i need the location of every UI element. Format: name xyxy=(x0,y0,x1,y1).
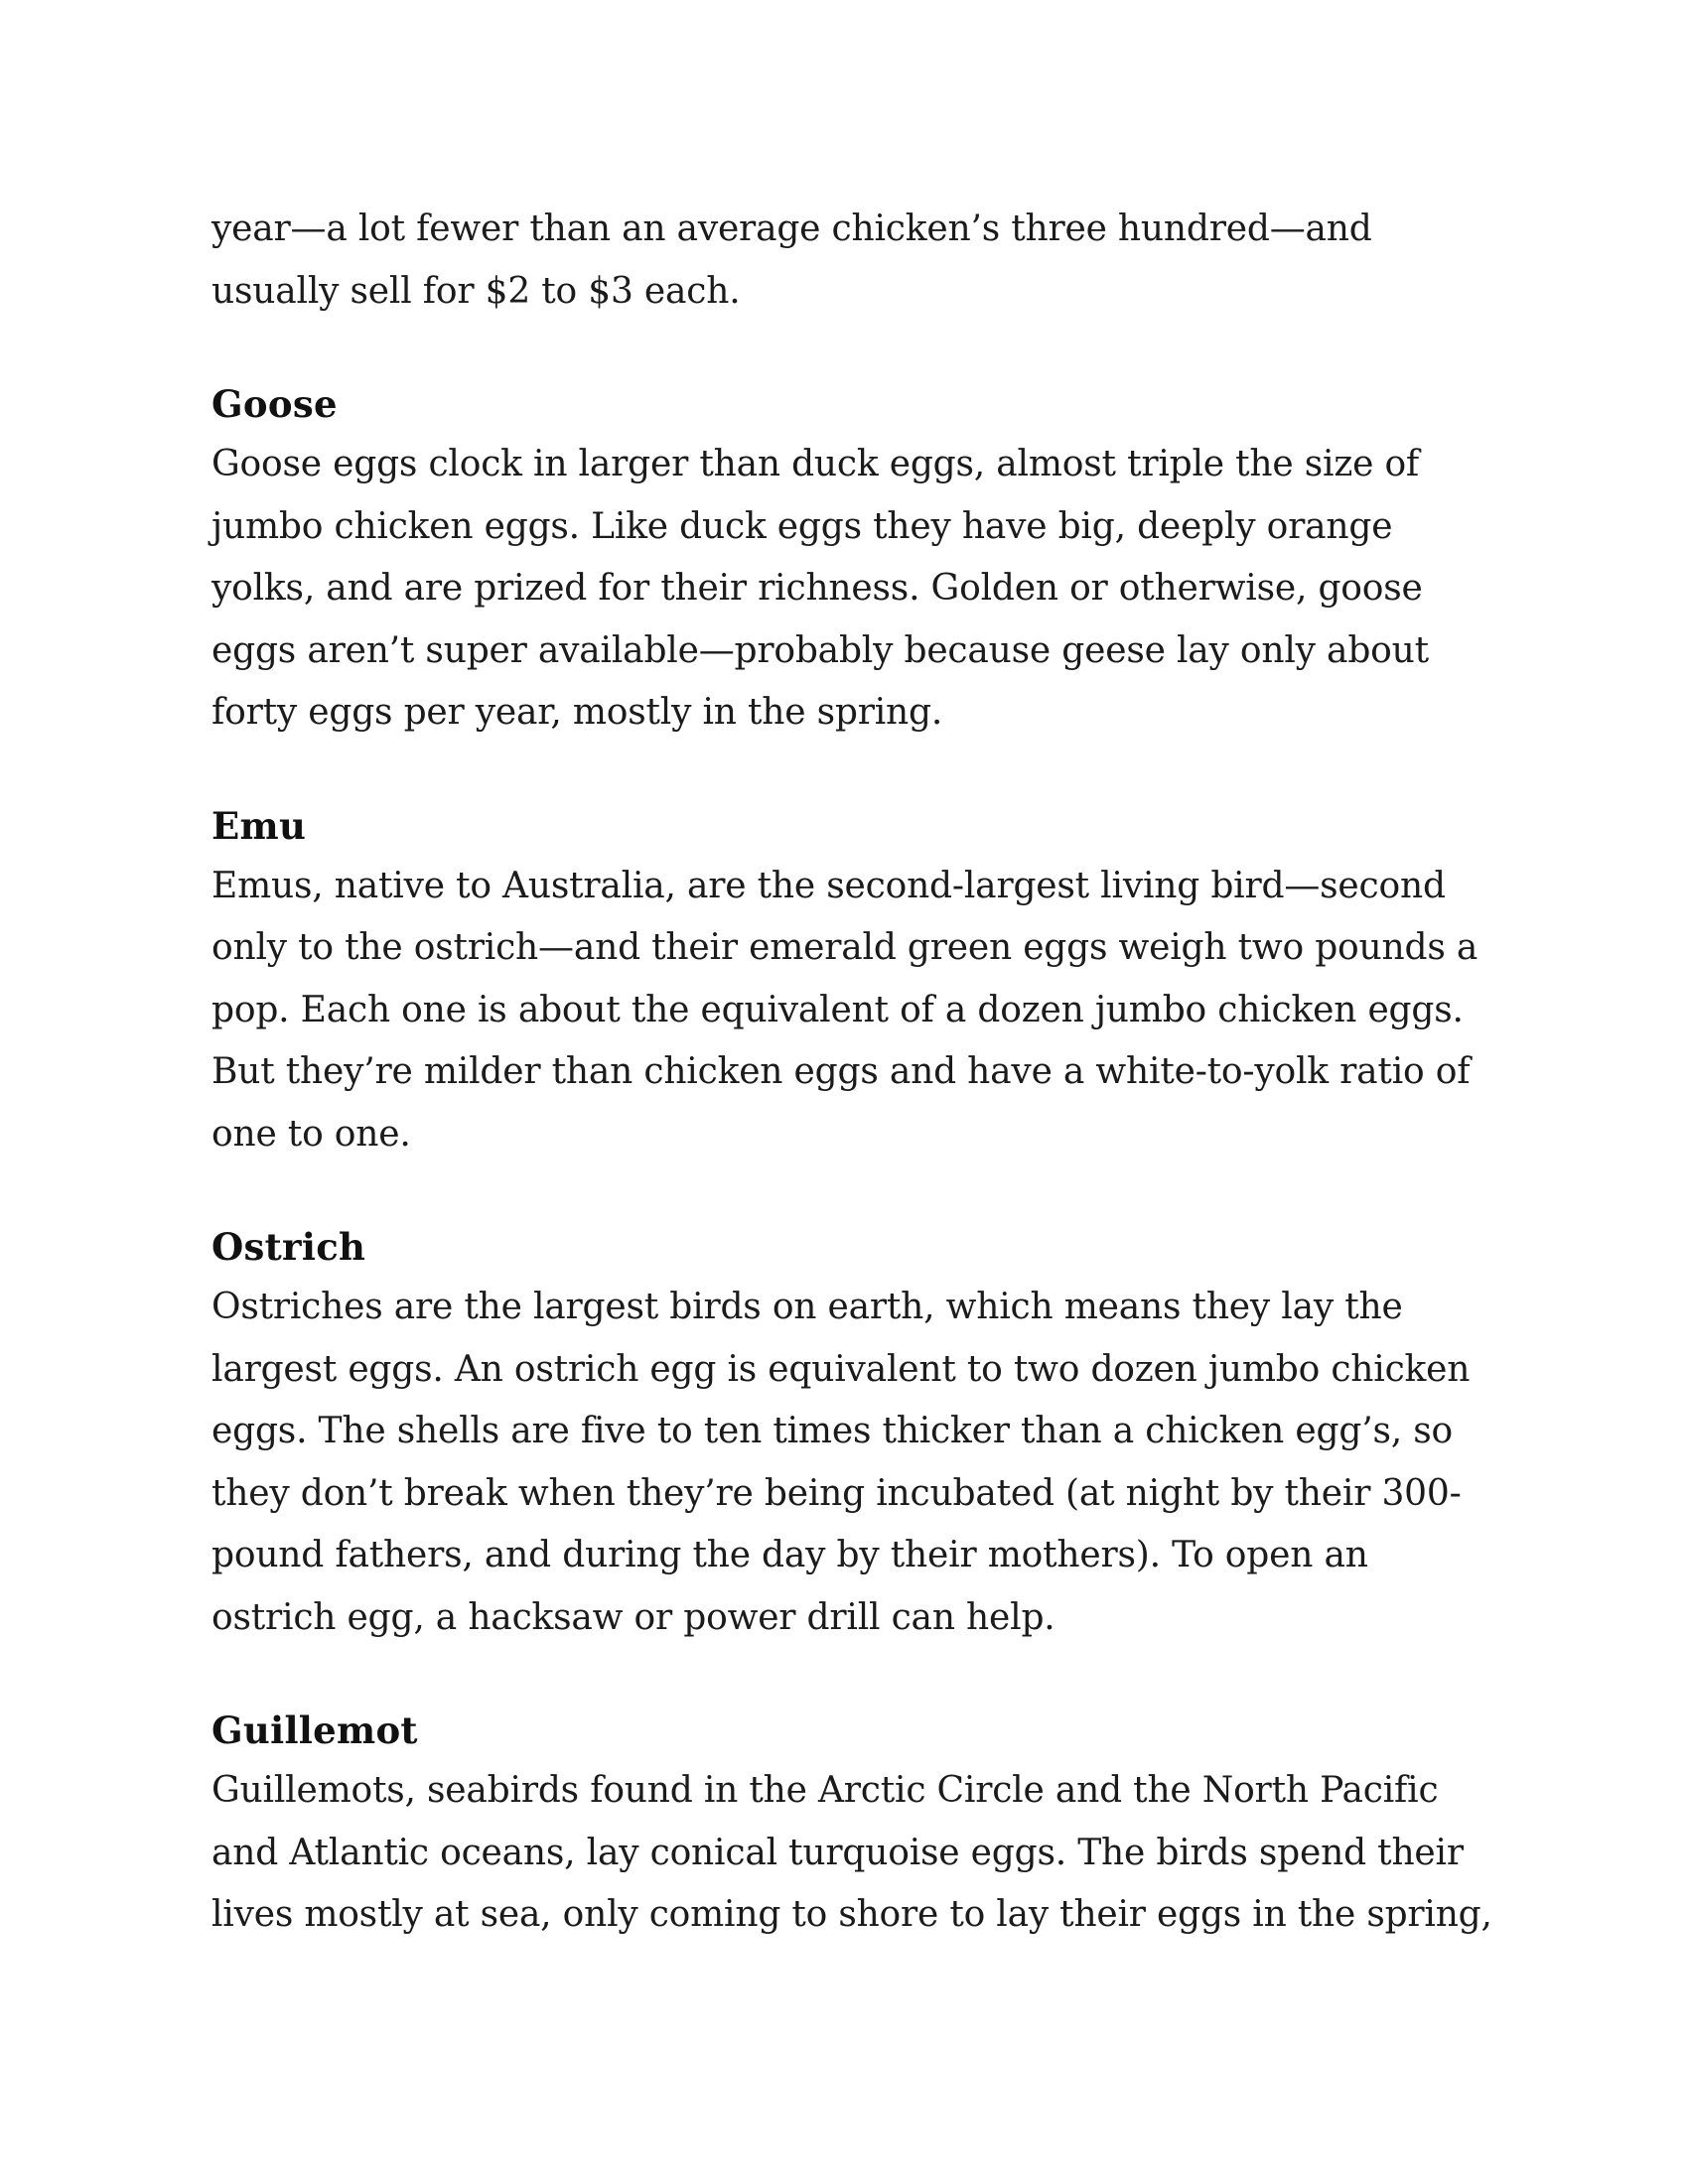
section-heading: Goose xyxy=(211,382,338,426)
text-line: Emus, native to Australia, are the second-largest living bird—second xyxy=(211,865,1446,906)
text-line: Guillemots, seabirds found in the Arctic Circle and the North Pacific xyxy=(211,1770,1439,1811)
section-guillemot xyxy=(211,1701,1492,1947)
text-line: yolks, and are prized for their richness. Golden or otherwise, goose xyxy=(211,568,1423,609)
text-line: largest eggs. An ostrich egg is equivalent to two dozen jumbo chicken xyxy=(211,1348,1471,1390)
section-paragraph xyxy=(211,434,1492,745)
text-line: one to one. xyxy=(211,1113,411,1155)
text-line: and Atlantic oceans, lay conical turquoise eggs. The birds spend their xyxy=(211,1832,1464,1873)
section-heading: Emu xyxy=(211,803,307,848)
text-line: pop. Each one is about the equivalent of a dozen jumbo chicken eggs. xyxy=(211,989,1464,1030)
text-line: eggs aren’t super available—probably because geese lay only about xyxy=(211,629,1429,671)
intro-paragraph xyxy=(211,199,1492,323)
document-page xyxy=(211,199,1492,1947)
text-line: usually sell for $2 to $3 each. xyxy=(211,270,741,312)
section-paragraph xyxy=(211,1277,1492,1649)
section-goose xyxy=(211,374,1492,745)
text-line: Goose eggs clock in larger than duck eggs, almost triple the size of xyxy=(211,444,1420,484)
text-line: they don’t break when they’re being incubated (at night by their 300- xyxy=(211,1472,1462,1514)
section-paragraph xyxy=(211,856,1492,1166)
section-paragraph xyxy=(211,1760,1492,1947)
text-line: only to the ostrich—and their emerald green eggs weigh two pounds a xyxy=(211,927,1478,968)
text-line: ostrich egg, a hacksaw or power drill can help. xyxy=(211,1596,1055,1638)
text-line: lives mostly at sea, only coming to shore to lay their eggs in the spring, xyxy=(211,1894,1492,1935)
text-line: pound fathers, and during the day by their mothers). To open an xyxy=(211,1535,1368,1575)
section-heading: Guillemot xyxy=(211,1708,418,1752)
section-heading: Ostrich xyxy=(211,1225,366,1269)
text-line: year—a lot fewer than an average chicken’s three hundred—and xyxy=(211,208,1372,249)
text-line: Ostriches are the largest birds on earth, which means they lay the xyxy=(211,1287,1403,1327)
section-emu xyxy=(211,796,1492,1166)
text-line: forty eggs per year, mostly in the spring. xyxy=(211,692,943,733)
text-line: jumbo chicken eggs. Like duck eggs they have big, deeply orange xyxy=(211,505,1393,547)
section-ostrich xyxy=(211,1217,1492,1649)
text-line: eggs. The shells are five to ten times thicker than a chicken egg’s, so xyxy=(211,1411,1453,1451)
text-line: But they’re milder than chicken eggs and have a white-to-yolk ratio of xyxy=(211,1051,1471,1092)
